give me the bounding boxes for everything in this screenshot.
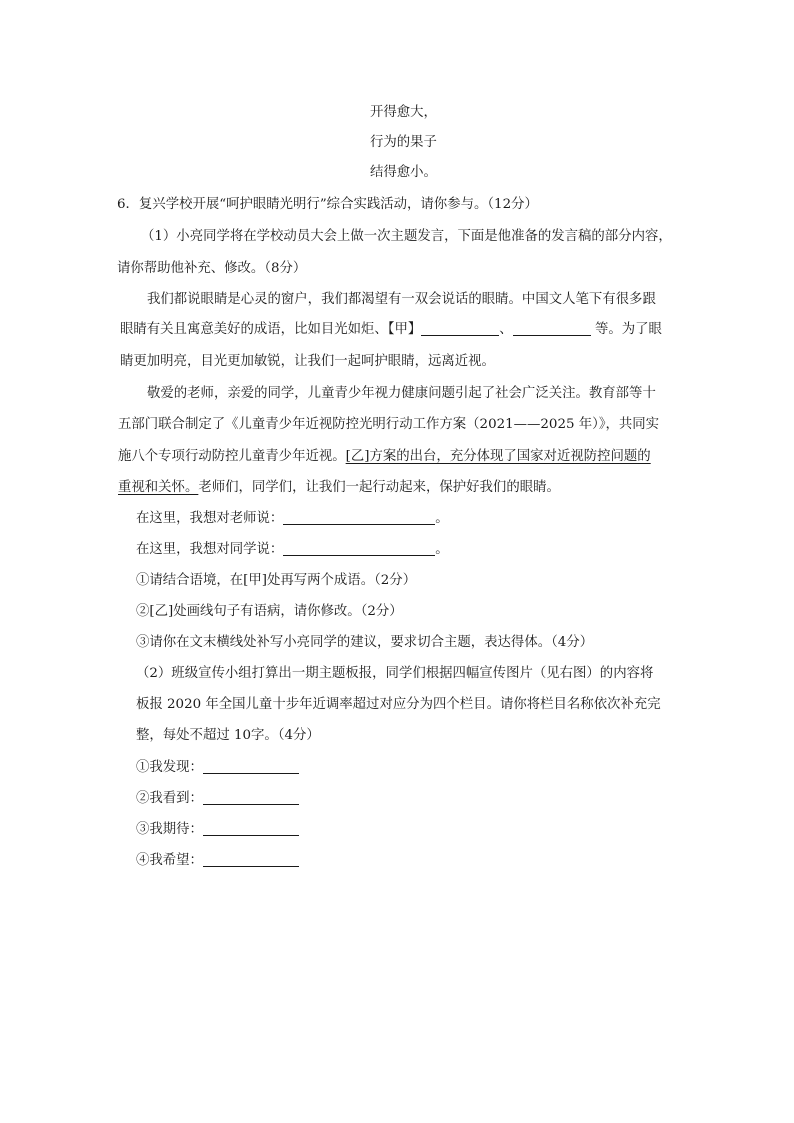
answer-line-3 — [136, 820, 299, 840]
answer-label: ①我发现： — [136, 760, 203, 775]
question-6-title: 6．复兴学校开展“呵护眼睛光明行”综合实践活动，请你参与。（12分） — [117, 197, 538, 212]
speech-p2-line-4-text: 老师们，同学们，让我们一起行动起来，保护好我们的眼睛。 — [198, 480, 560, 495]
answer-label: ②我看到： — [136, 791, 203, 806]
separator: 、 — [499, 322, 513, 337]
answer-line-4 — [136, 851, 299, 871]
underlined-sentence-yi: [乙]方案的出台，充分体现了国家对近视防控问题的 — [345, 449, 651, 464]
part2-line-2: 板报 2020 年全国儿童十步年近调率超过对应分为四个栏目。请你将栏目名称依次补充完 — [136, 697, 661, 712]
part1-intro-line-1: （1）小亮同学将在学校动员大会上做一次主题发言，下面是他准备的发言稿的部分内容， — [141, 229, 672, 244]
poem-line-1: 开得愈大， — [370, 105, 437, 120]
answer-line-1 — [136, 758, 299, 778]
task-1: ①请结合语境，在[甲]处再写两个成语。（2分） — [136, 573, 417, 588]
period: 。 — [435, 542, 449, 557]
speech-p1-line-1: 我们都说眼睛是心灵的窗户，我们都渴望有一双会说话的眼睛。中国文人笔下有很多跟 — [147, 292, 656, 307]
poem-line-3: 结得愈小。 — [370, 165, 437, 180]
speech-p1-line-2-text: 眼睛有关且寓意美好的成语，比如目光如炬、【甲】 — [120, 322, 422, 337]
underlined-sentence-yi-end: 重视和关怀。 — [118, 480, 199, 495]
blank-jia-1[interactable] — [421, 321, 499, 336]
period: 。 — [435, 511, 449, 526]
teacher-prompt: 在这里，我想对老师说： — [136, 511, 284, 526]
speech-p2-line-2: 五部门联合制定了《儿童青少年近视防控光明行动工作方案（2021——2025 年）》，共同实 — [118, 417, 660, 432]
part1-intro-line-2: 请你帮助他补充、修改。（8分） — [117, 261, 307, 276]
speech-p2-line-3 — [118, 447, 651, 467]
speech-p1-line-3: 睛更加明亮，目光更加敏锐，让我们一起呵护眼睛，远离近视。 — [120, 354, 495, 369]
teacher-answer-blank[interactable] — [283, 510, 435, 525]
speech-p1-line-2 — [120, 320, 662, 340]
teacher-prompt-line — [136, 509, 449, 529]
task-2: ②[乙]处画线句子有语病，请你修改。（2分） — [136, 604, 403, 619]
student-prompt: 在这里，我想对同学说： — [136, 542, 284, 557]
poem-line-2: 行为的果子 — [370, 135, 437, 150]
answer-label: ④我希望： — [136, 853, 203, 868]
speech-p2-line-1: 敬爱的老师，亲爱的同学，儿童青少年视力健康问题引起了社会广泛关注。教育部等十 — [147, 386, 656, 401]
student-prompt-line — [136, 540, 449, 560]
answer-line-2 — [136, 789, 299, 809]
speech-p1-line-2-tail: 等。为了眼 — [590, 322, 662, 337]
speech-p2-line-3-text: 施八个专项行动防控儿童青少年近视。 — [118, 449, 346, 464]
answer-blank-4[interactable] — [203, 852, 299, 867]
answer-blank-2[interactable] — [203, 790, 299, 805]
student-answer-blank[interactable] — [283, 541, 435, 556]
part2-line-1: （2）班级宣传小组打算出一期主题板报，同学们根据四幅宣传图片（见右图）的内容将 — [136, 666, 654, 681]
part2-line-3: 整，每处不超过 10字。（4分） — [136, 728, 320, 743]
answer-label: ③我期待： — [136, 822, 203, 837]
blank-jia-2[interactable] — [513, 321, 591, 336]
speech-p2-line-4 — [118, 478, 560, 498]
task-3: ③请你在文末横线处补写小亮同学的建议，要求切合主题，表达得体。（4分） — [136, 635, 594, 650]
answer-blank-1[interactable] — [203, 759, 299, 774]
answer-blank-3[interactable] — [203, 821, 299, 836]
